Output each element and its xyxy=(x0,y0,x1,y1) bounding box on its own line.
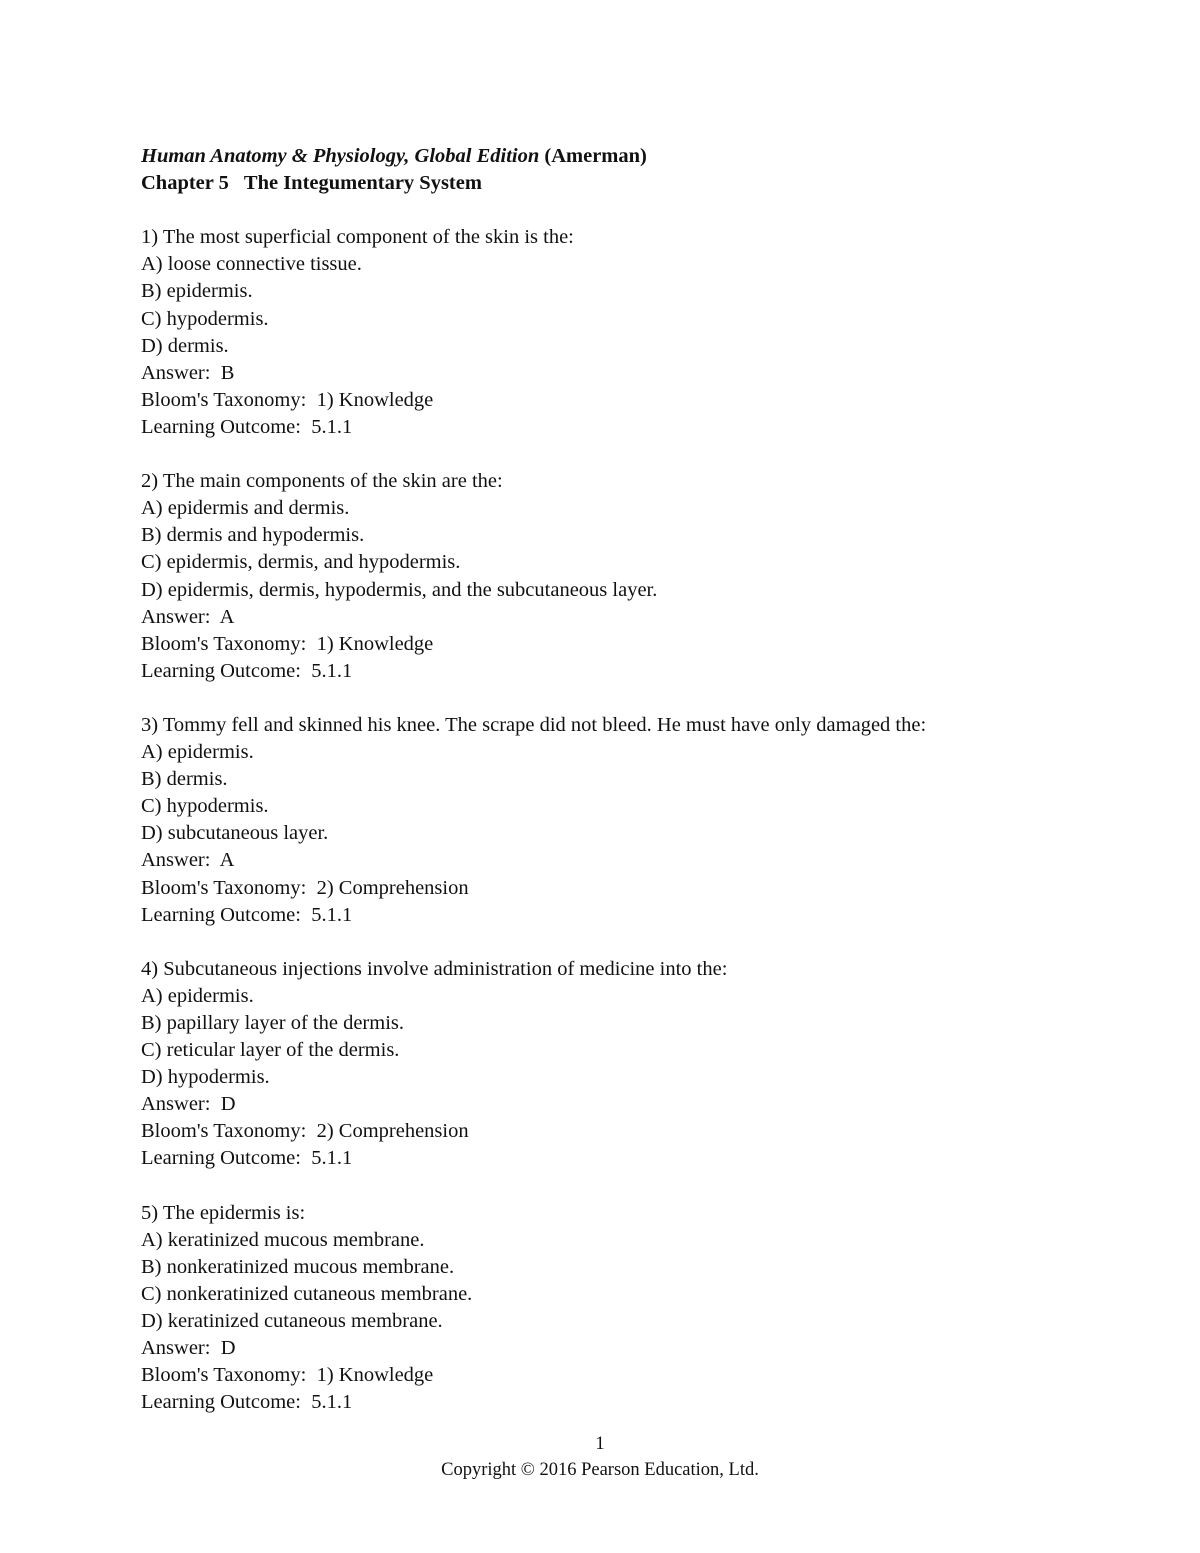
option-a: A) keratinized mucous membrane. xyxy=(141,1228,425,1251)
option-d: D) dermis. xyxy=(141,334,229,357)
chapter-title: The Integumentary System xyxy=(243,172,482,195)
option-c: C) hypodermis. xyxy=(141,795,269,818)
blooms-taxonomy: Bloom's Taxonomy: 2) Comprehension xyxy=(141,1120,469,1143)
option-b: B) papillary layer of the dermis. xyxy=(141,1012,404,1034)
question-2 xyxy=(141,468,1141,685)
chapter-label: Chapter 5 xyxy=(141,172,229,195)
question-stem: 4) Subcutaneous injections involve administration of medicine into the: xyxy=(141,957,728,980)
answer: Answer: B xyxy=(141,361,235,384)
option-a: A) epidermis. xyxy=(141,984,254,1007)
question-stem: 2) The main components of the skin are the: xyxy=(141,470,503,493)
option-d: D) hypodermis. xyxy=(141,1066,270,1089)
book-title: Human Anatomy & Physiology, Global Edition xyxy=(141,145,540,167)
blooms-taxonomy: Bloom's Taxonomy: 1) Knowledge xyxy=(141,632,434,655)
option-b: B) dermis and hypodermis. xyxy=(141,524,365,547)
answer: Answer: A xyxy=(141,605,235,628)
option-a: A) loose connective tissue. xyxy=(141,253,362,276)
blooms-taxonomy: Bloom's Taxonomy: 2) Comprehension xyxy=(141,876,469,899)
page-number: 1 xyxy=(595,1434,605,1454)
question-5 xyxy=(141,1200,1141,1417)
learning-outcome: Learning Outcome: 5.1.1 xyxy=(141,1391,353,1414)
option-c: C) hypodermis. xyxy=(141,307,269,330)
question-1 xyxy=(141,224,1141,441)
option-c: C) reticular layer of the dermis. xyxy=(141,1039,400,1062)
option-d: D) keratinized cutaneous membrane. xyxy=(141,1310,443,1333)
answer: Answer: D xyxy=(141,1093,236,1116)
answer: Answer: D xyxy=(141,1337,236,1360)
learning-outcome: Learning Outcome: 5.1.1 xyxy=(141,903,353,926)
option-d: D) subcutaneous layer. xyxy=(141,822,329,845)
option-d: D) epidermis, dermis, hypodermis, and the subcutaneous layer. xyxy=(141,578,658,601)
option-b: B) epidermis. xyxy=(141,280,253,303)
question-stem: 5) The epidermis is: xyxy=(141,1201,306,1224)
option-b: B) nonkeratinized mucous membrane. xyxy=(141,1255,455,1278)
blooms-taxonomy: Bloom's Taxonomy: 1) Knowledge xyxy=(141,388,434,411)
spacer xyxy=(141,197,1141,224)
option-a: A) epidermis and dermis. xyxy=(141,497,350,520)
option-a: A) epidermis. xyxy=(141,741,254,764)
copyright-notice: Copyright © 2016 Pearson Education, Ltd. xyxy=(441,1460,759,1480)
option-c: C) nonkeratinized cutaneous membrane. xyxy=(141,1282,473,1305)
document-body xyxy=(141,143,1141,1444)
blooms-taxonomy: Bloom's Taxonomy: 1) Knowledge xyxy=(141,1364,434,1387)
option-c: C) epidermis, dermis, and hypodermis. xyxy=(141,551,461,574)
book-title-line xyxy=(141,143,1141,170)
option-b: B) dermis. xyxy=(141,768,228,791)
answer: Answer: A xyxy=(141,849,235,872)
chapter-heading xyxy=(141,170,1141,197)
question-3 xyxy=(141,712,1141,929)
question-4 xyxy=(141,956,1141,1173)
learning-outcome: Learning Outcome: 5.1.1 xyxy=(141,415,353,438)
question-stem: 1) The most superficial component of the skin is the: xyxy=(141,226,574,249)
question-stem: 3) Tommy fell and skinned his knee. The scrape did not bleed. He must have only damaged the: xyxy=(141,713,927,736)
book-author: (Amerman) xyxy=(544,145,647,167)
learning-outcome: Learning Outcome: 5.1.1 xyxy=(141,1147,353,1170)
learning-outcome: Learning Outcome: 5.1.1 xyxy=(141,659,353,682)
